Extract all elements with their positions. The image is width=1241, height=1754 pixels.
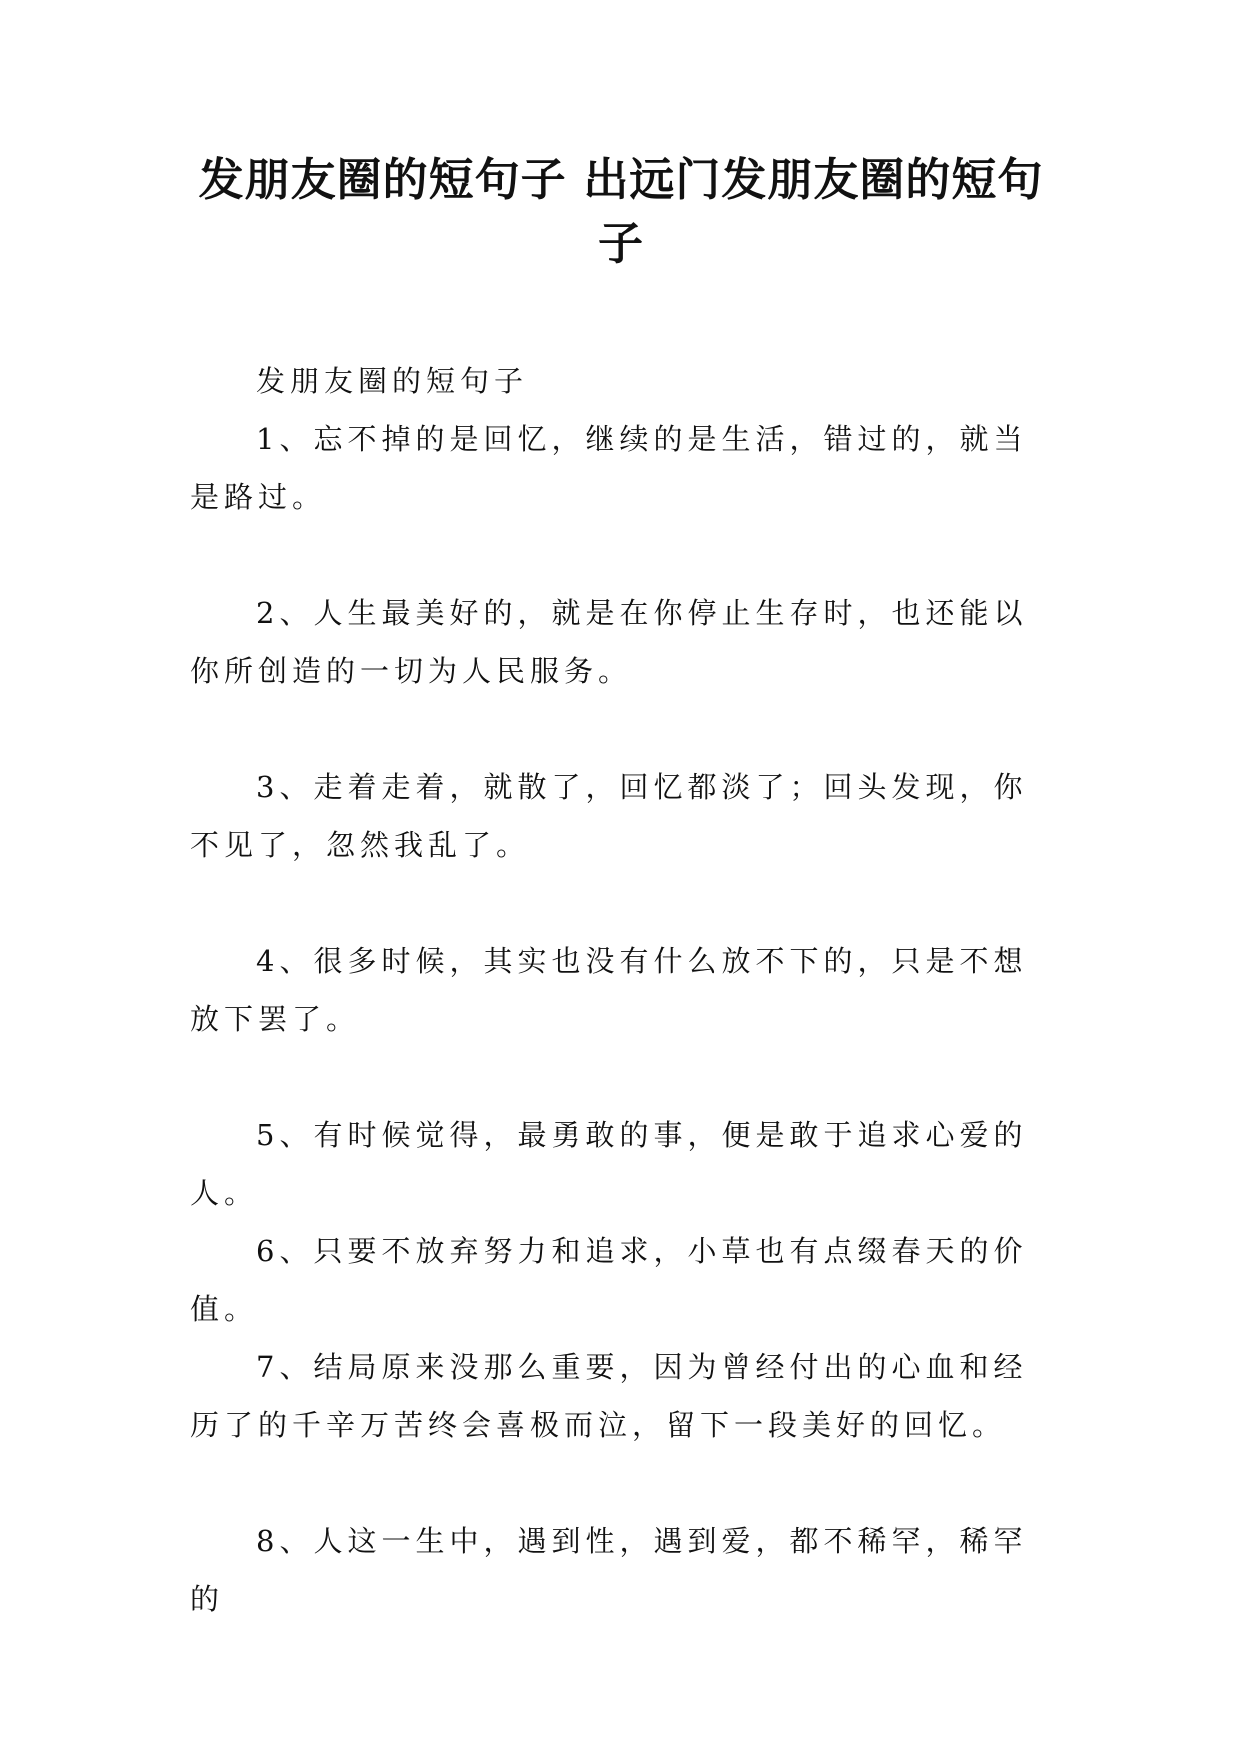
paragraph-1: 1、忘不掉的是回忆，继续的是生活，错过的，就当是路过。 (190, 422, 1028, 514)
paragraph-2: 2、人生最美好的，就是在你停止生存时，也还能以你所创造的一切为人民服务。 (190, 596, 1028, 688)
paragraph-6: 6、只要不放弃努力和追求，小草也有点缀春天的价值。 (190, 1234, 1028, 1326)
document-title: 发朋友圈的短句子 出远门发朋友圈的短句子 (198, 153, 1044, 270)
section-subheading: 发朋友圈的短句子 (256, 364, 529, 398)
paragraph-3: 3、走着走着，就散了，回忆都淡了；回头发现，你不见了，忽然我乱了。 (190, 770, 1028, 862)
paragraph-8: 8、人这一生中，遇到性，遇到爱，都不稀罕，稀罕的 (190, 1524, 1028, 1616)
paragraph-4: 4、很多时候，其实也没有什么放不下的，只是不想放下罢了。 (190, 944, 1028, 1036)
paragraph-5: 5、有时候觉得，最勇敢的事，便是敢于追求心爱的人。 (190, 1118, 1028, 1210)
paragraph-7: 7、结局原来没那么重要，因为曾经付出的心血和经历了的千辛万苦终会喜极而泣，留下一段美好的回忆。 (190, 1350, 1028, 1442)
